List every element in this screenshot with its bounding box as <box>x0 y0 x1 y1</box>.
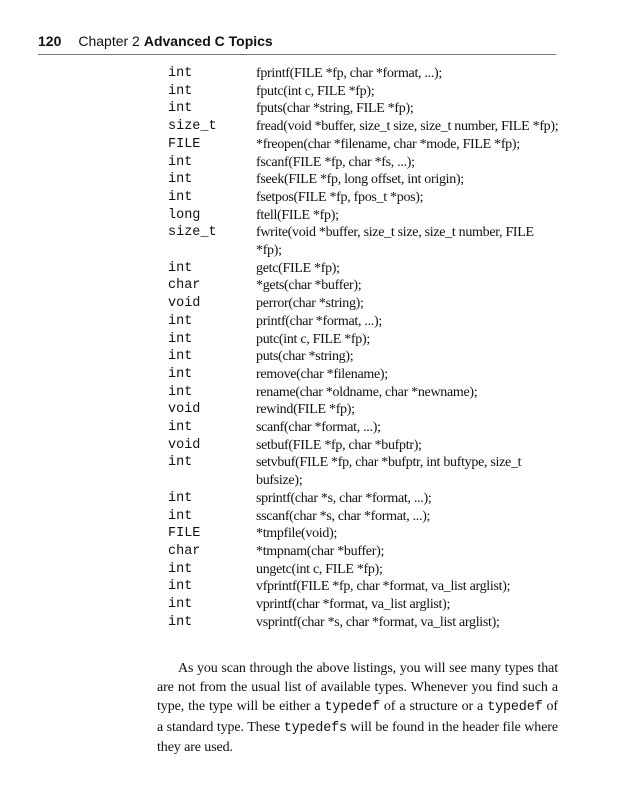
return-type: int <box>168 579 193 595</box>
listing-row <box>168 100 560 118</box>
function-signature: ftell(FILE *fp); <box>256 207 339 223</box>
function-signature: vprintf(char *format, va_list arglist); <box>256 597 451 613</box>
inline-code: typedef <box>487 700 543 716</box>
listing-row <box>168 331 560 349</box>
return-type: void <box>168 296 201 312</box>
listing-row <box>168 313 560 331</box>
return-type: int <box>168 101 193 117</box>
listing-row <box>168 454 560 489</box>
paragraph-text: of a structure or a <box>379 699 488 715</box>
function-signature: scanf(char *format, ...); <box>256 420 381 436</box>
function-signature: fwrite(void *buffer, size_t size, size_t number, FILE *fp); <box>256 225 534 259</box>
return-type: char <box>168 278 201 294</box>
inline-code: typedefs <box>283 720 347 736</box>
listing-row <box>168 525 560 543</box>
function-signature: ungetc(int c, FILE *fp); <box>256 561 383 577</box>
chapter-label: Chapter 2 <box>78 33 140 49</box>
return-type: int <box>168 455 193 471</box>
return-type: char <box>168 543 201 559</box>
listing-row <box>168 596 560 614</box>
function-signature: perror(char *string); <box>256 296 364 312</box>
listing-row <box>168 614 560 632</box>
function-signature: *tmpnam(char *buffer); <box>256 543 385 559</box>
listing-row <box>168 260 560 278</box>
return-type: int <box>168 66 193 81</box>
function-listing <box>168 65 560 632</box>
return-type: int <box>168 154 193 170</box>
listing-row <box>168 171 560 189</box>
listing-row <box>168 490 560 508</box>
listing-row <box>168 224 560 259</box>
function-signature: remove(char *filename); <box>256 366 388 382</box>
listing-row <box>168 189 560 207</box>
return-type: int <box>168 172 193 188</box>
function-signature: fputs(char *string, FILE *fp); <box>256 101 414 117</box>
function-signature: puts(char *string); <box>256 349 354 365</box>
function-signature: rewind(FILE *fp); <box>256 402 355 418</box>
listing-row <box>168 136 560 154</box>
return-type: FILE <box>168 136 201 152</box>
paragraph-text: will be found in the header file where they are used. <box>157 719 558 755</box>
return-type: int <box>168 331 193 347</box>
return-type: int <box>168 561 193 577</box>
function-signature: fread(void *buffer, size_t size, size_t number, FILE *fp); <box>256 119 559 135</box>
listing-row <box>168 366 560 384</box>
function-signature: vsprintf(char *s, char *format, va_list arglist); <box>256 614 500 630</box>
paragraph-text: of a standard type. These <box>157 699 558 735</box>
return-type: int <box>168 490 193 506</box>
function-signature: fsetpos(FILE *fp, fpos_t *pos); <box>256 189 424 205</box>
return-type: void <box>168 437 201 453</box>
listing-row <box>168 154 560 172</box>
return-type: int <box>168 83 193 99</box>
return-type: int <box>168 420 193 436</box>
return-type: int <box>168 260 193 276</box>
function-signature: *freopen(char *filename, char *mode, FILE *fp); <box>256 136 520 152</box>
running-header <box>38 30 556 55</box>
listing-row <box>168 83 560 101</box>
return-type: long <box>168 207 201 223</box>
function-signature: setbuf(FILE *fp, char *bufptr); <box>256 437 422 453</box>
return-type: int <box>168 384 193 400</box>
listing-row <box>168 561 560 579</box>
return-type: int <box>168 313 193 329</box>
function-signature: printf(char *format, ...); <box>256 313 382 329</box>
function-signature: fprintf(FILE *fp, char *format, ...); <box>256 66 443 81</box>
function-signature: putc(int c, FILE *fp); <box>256 331 370 347</box>
function-signature: rename(char *oldname, char *newname); <box>256 384 478 400</box>
return-type: int <box>168 349 193 365</box>
function-signature: getc(FILE *fp); <box>256 260 340 276</box>
listing-row <box>168 207 560 225</box>
return-type: int <box>168 597 193 613</box>
listing-row <box>168 437 560 455</box>
listing-row <box>168 384 560 402</box>
function-signature: fscanf(FILE *fp, char *fs, ...); <box>256 154 415 170</box>
function-signature: vfprintf(FILE *fp, char *format, va_list arglist); <box>256 579 511 595</box>
body-paragraph <box>157 659 558 757</box>
return-type: size_t <box>168 225 217 241</box>
listing-row <box>168 401 560 419</box>
listing-row <box>168 419 560 437</box>
return-type: int <box>168 366 193 382</box>
listing-row <box>168 295 560 313</box>
inline-code: typedef <box>324 700 380 716</box>
function-signature: fputc(int c, FILE *fp); <box>256 83 375 99</box>
function-signature: sscanf(char *s, char *format, ...); <box>256 508 431 524</box>
return-type: size_t <box>168 119 217 135</box>
listing-row <box>168 578 560 596</box>
listing-row <box>168 543 560 561</box>
paragraph-text: As you scan through the above listings, you will see many types that are not from the usual list of available types. Whenever you find such a type, the type will be either a <box>157 661 558 715</box>
return-type: int <box>168 614 193 630</box>
listing-row <box>168 348 560 366</box>
return-type: FILE <box>168 526 201 542</box>
return-type: void <box>168 402 201 418</box>
return-type: int <box>168 189 193 205</box>
return-type: int <box>168 508 193 524</box>
chapter-title: Advanced C Topics <box>143 33 273 49</box>
listing-row <box>168 277 560 295</box>
function-signature: setvbuf(FILE *fp, char *bufptr, int buftype, size_t bufsize); <box>256 455 522 489</box>
listing-row <box>168 65 560 83</box>
page-number: 120 <box>38 33 62 49</box>
function-signature: *gets(char *buffer); <box>256 278 362 294</box>
function-signature: sprintf(char *s, char *format, ...); <box>256 490 432 506</box>
function-signature: *tmpfile(void); <box>256 526 338 542</box>
listing-row <box>168 118 560 136</box>
function-signature: fseek(FILE *fp, long offset, int origin); <box>256 172 464 188</box>
listing-row <box>168 508 560 526</box>
